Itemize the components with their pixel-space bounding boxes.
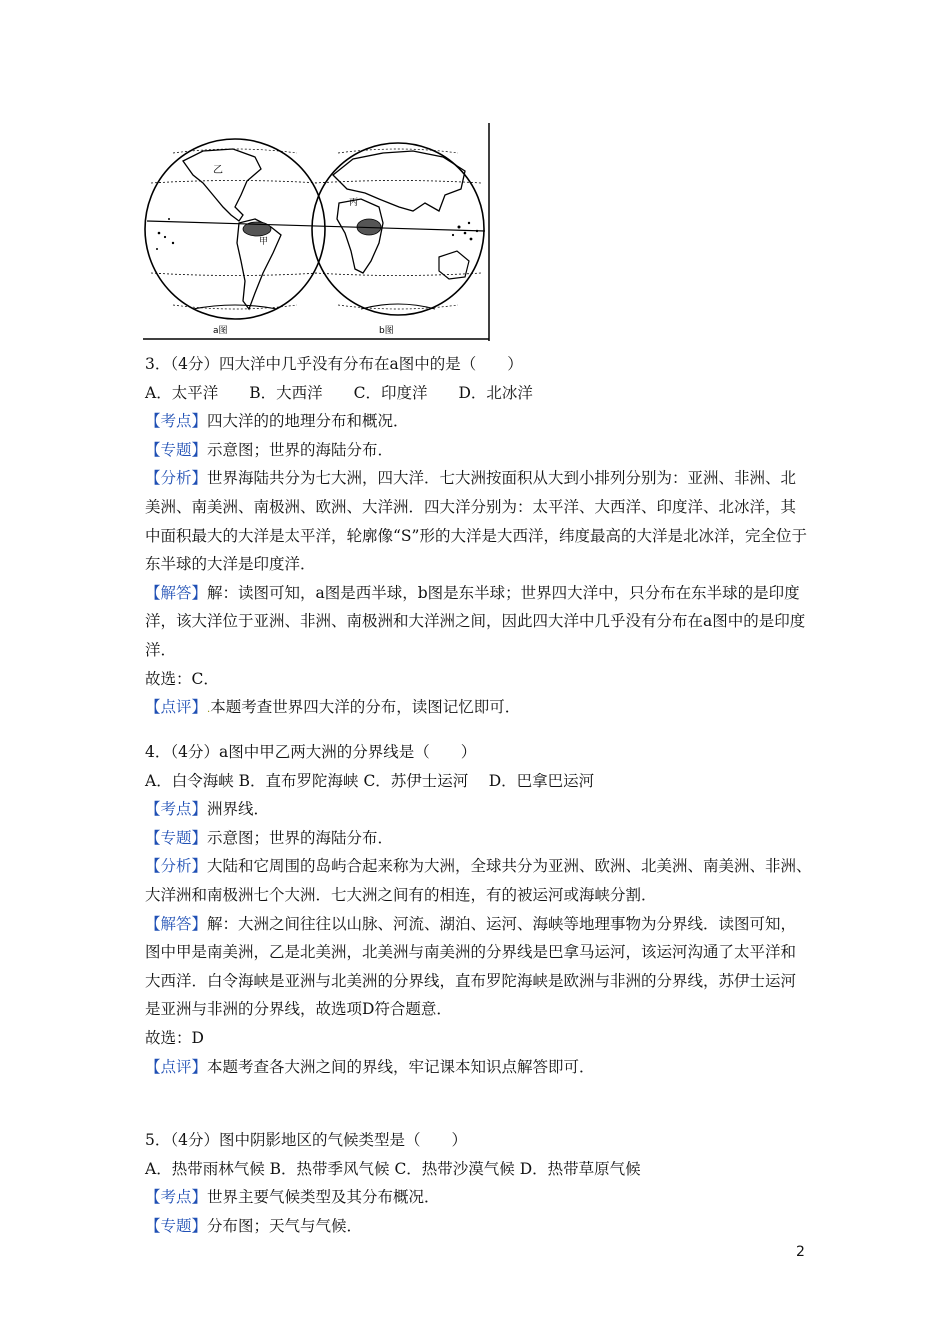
question-3-fenxi: 【分析】世界海陆共分为七大洲，四大洋．七大洲按面积从大到小排列分别为：亚洲、非洲、北美洲、南美洲、南极洲、欧洲、大洋洲．四大洋分别为：太平洋、大西洋、印度洋、北冰洋，其中面积最大的大洋是太平洋，轮廓像“S”形的大洋是大西洋，纬度最高的大洋是北冰洋，完全位于东半球的大洋是印度洋． [145, 469, 807, 574]
question-4 [145, 738, 825, 1081]
question-3-zhuanti: 【专题】示意图；世界的海陆分布． [145, 440, 394, 459]
label-jia: 甲 [259, 237, 269, 247]
hemispheres-map-figure [143, 123, 491, 341]
zhuanti-tag: 【专题】 [145, 440, 208, 459]
label-bing: 丙 [349, 198, 359, 208]
zhuanti-tag: 【专题】 [145, 1216, 208, 1235]
question-3-options: A．太平洋 B．大西洋 C．印度洋 D．北冰洋 [145, 383, 533, 402]
fenxi-tag: 【分析】 [145, 857, 208, 876]
question-5-zhuanti: 【专题】分布图；天气与气候． [145, 1216, 363, 1235]
question-4-fenxi: 【分析】大陆和它周围的岛屿合起来称为大洲，全球共分为亚洲、欧洲、北美洲、南美洲、非洲、大洋洲和南极洲七个大洲．七大洲之间有的相连，有的被运河或海峡分割． [145, 857, 812, 904]
zhuanti-tag: 【专题】 [145, 828, 208, 847]
page-number: 2 [796, 1244, 805, 1260]
label-b: b图 [379, 326, 394, 336]
question-5-stem: 5．（4分）图中阴影地区的气候类型是（ ） [145, 1131, 467, 1149]
fenxi-tag: 【分析】 [145, 469, 208, 488]
kaodian-tag: 【考点】 [145, 1188, 208, 1207]
question-5 [145, 1126, 825, 1240]
question-4-jieda: 【解答】解：大洲之间往往以山脉、河流、湖泊、运河、海峡等地理事物为分界线．读图可知，图中甲是南美洲，乙是北美洲，北美洲与南美洲的分界线是巴拿马运河，该运河沟通了太平洋和大西洋．白令海峡是亚洲与北美洲的分界线，直布罗陀海峡是欧洲与非洲的分界线，苏伊士运河是亚洲与非洲的分界线，故选项D符合题意． [145, 914, 797, 1019]
question-3-kaodian: 【考点】四大洋的的地理分布和概况． [145, 412, 409, 431]
dianping-tag: 【点评】 [145, 1057, 208, 1076]
question-5-kaodian: 【考点】世界主要气候类型及其分布概况． [145, 1188, 440, 1207]
jieda-tag: 【解答】 [145, 583, 208, 602]
question-3-answer: 故选：C． [145, 669, 219, 688]
question-3-stem: 3．（4分）四大洋中几乎没有分布在a图中的是（ ） [145, 355, 523, 373]
question-4-answer: 故选：D [145, 1028, 204, 1047]
dianping-tag: 【点评】 [145, 698, 208, 717]
question-4-options: A．白令海峡 B．直布罗陀海峡 C．苏伊士运河 D．巴拿巴运河 [145, 771, 595, 790]
western-hemisphere-map [145, 139, 325, 336]
question-4-dianping: 【点评】本题考查各大洲之间的界线，牢记课本知识点解答即可． [145, 1057, 595, 1076]
kaodian-tag: 【考点】 [145, 800, 208, 819]
eastern-hemisphere-map [312, 143, 484, 336]
question-4-kaodian: 【考点】洲界线． [145, 800, 270, 819]
question-3 [145, 350, 825, 722]
kaodian-tag: 【考点】 [145, 412, 208, 431]
question-3-dianping: 【点评】.本题考查世界四大洋的分布，读图记忆即可． [145, 698, 521, 717]
question-4-stem: 4．（4分）a图中甲乙两大洲的分界线是（ ） [145, 743, 477, 761]
label-yi: 乙 [213, 165, 223, 176]
question-5-options: A．热带雨林气候 B．热带季风气候 C．热带沙漠气候 D．热带草原气候 [145, 1159, 641, 1178]
question-4-zhuanti: 【专题】示意图；世界的海陆分布． [145, 828, 394, 847]
jieda-tag: 【解答】 [145, 914, 208, 933]
question-3-jieda: 【解答】解：读图可知，a图是西半球，b图是东半球；世界四大洋中，只分布在东半球的是印度洋，该大洋位于亚洲、非洲、南极洲和大洋洲之间，因此四大洋中几乎没有分布在a图中的是印度洋． [145, 583, 806, 659]
label-a: a图 [213, 326, 228, 336]
